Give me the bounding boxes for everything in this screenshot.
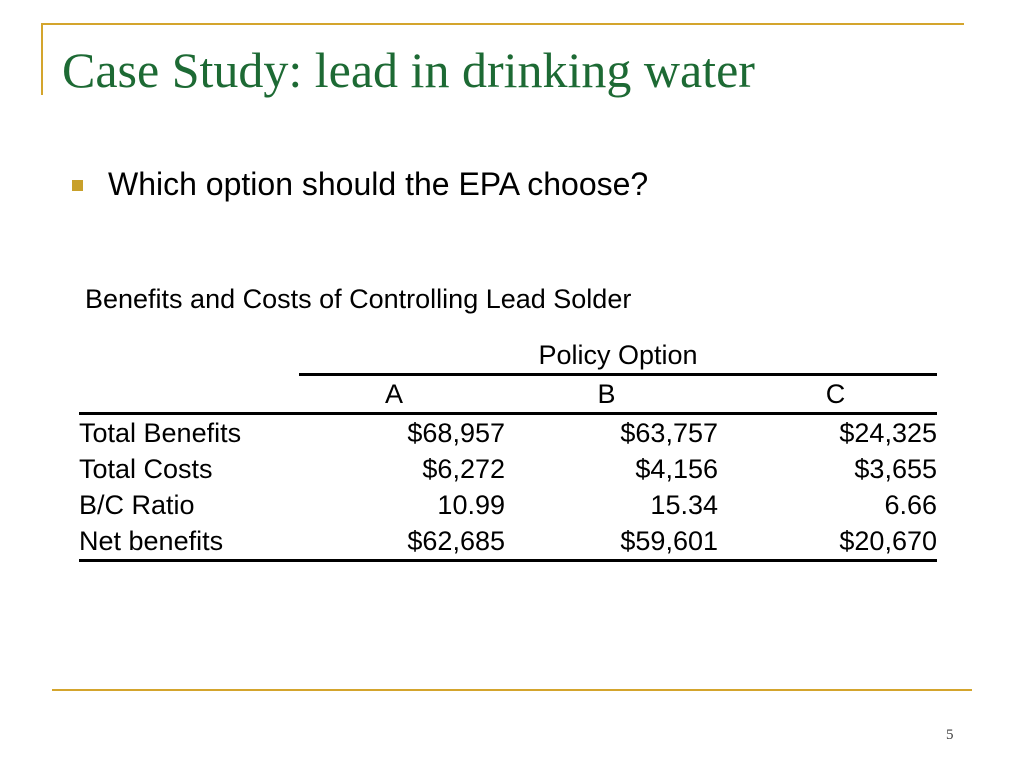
table-cell: $68,957 — [407, 418, 505, 448]
header-spacer — [79, 337, 299, 375]
benefit-cost-table — [79, 337, 937, 562]
row-label: B/C Ratio — [79, 490, 195, 520]
table-cell: $62,685 — [299, 523, 505, 561]
table-cell: 15.34 — [650, 490, 718, 520]
frame-top-rule — [41, 23, 964, 25]
table-caption: Benefits and Costs of Controlling Lead Solder — [85, 284, 632, 314]
table-cell: $6,272 — [422, 454, 505, 484]
policy-option-header: Policy Option — [299, 337, 937, 375]
table-cell: $24,325 — [839, 418, 937, 448]
row-label: Total Benefits — [79, 418, 242, 448]
table-cell: 10.99 — [437, 490, 505, 520]
frame-left-rule — [41, 23, 43, 95]
table-row — [79, 414, 937, 452]
column-header-b: B — [505, 375, 718, 414]
table-cell: 6.66 — [884, 490, 937, 520]
footer-rule — [52, 689, 972, 691]
group-header-row — [79, 337, 937, 375]
table-row — [79, 487, 937, 523]
row-label: Total Costs — [79, 454, 213, 484]
header-spacer — [79, 375, 299, 414]
column-header-row — [79, 375, 937, 414]
table-cell: $59,601 — [505, 523, 718, 561]
table-cell: $20,670 — [718, 523, 937, 561]
table-cell: $63,757 — [620, 418, 718, 448]
table-cell: $4,156 — [635, 454, 718, 484]
column-header-c: C — [718, 375, 937, 414]
table-row — [79, 523, 937, 561]
page-number: 5 — [946, 727, 954, 743]
row-label: Net benefits — [79, 523, 299, 561]
square-bullet-icon — [72, 180, 83, 191]
table-cell: $3,655 — [854, 454, 937, 484]
column-header-a: A — [299, 375, 505, 414]
table-row — [79, 451, 937, 487]
bullet-text: Which option should the EPA choose? — [108, 166, 649, 202]
slide-title: Case Study: lead in drinking water — [62, 42, 755, 98]
